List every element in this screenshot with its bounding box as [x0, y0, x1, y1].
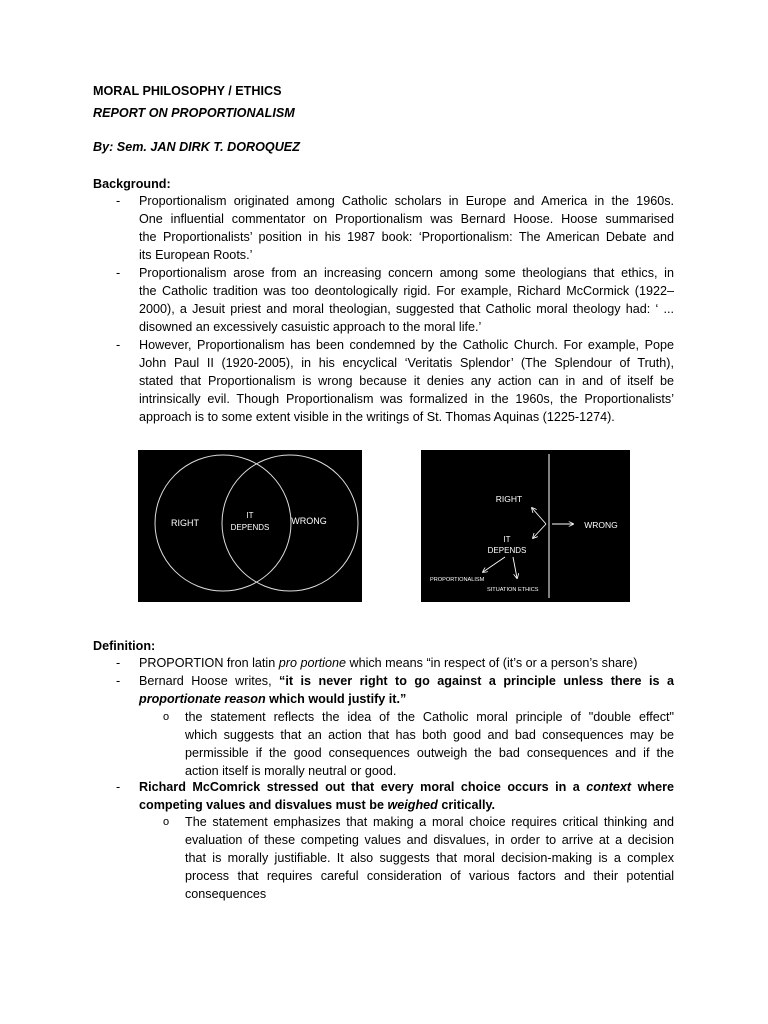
- text-line: [139, 672, 674, 690]
- text-line: the statement reflects the idea of the Catholic moral principle of "double effect": [185, 710, 674, 724]
- text-line: the Catholic tradition was too deontologically rigid. For example, Richard McCormick (1922–: [139, 284, 674, 298]
- background-bullet-3: [139, 336, 674, 426]
- sub-bullet: o: [163, 711, 170, 723]
- venn-diagram-figure: [138, 450, 362, 602]
- venn-diagram-svg: [138, 450, 362, 602]
- definition-sub-2: [185, 813, 674, 903]
- quote-span: “it is never right to go against a principle unless there is a: [279, 674, 674, 688]
- text-line: Proportionalism originated among Catholic scholars in Europe and America in the 1960s.: [139, 194, 674, 208]
- text-line: process that requires careful consideration of various factors and their potential: [185, 869, 674, 883]
- arrow-depends-label: DEPENDS: [487, 546, 527, 555]
- bullet-dash: -: [116, 266, 121, 280]
- definition-item-2: [139, 672, 674, 708]
- text-line: Proportionalism arose from an increasing concern among some theologians that ethics, in: [139, 266, 674, 280]
- course-title: MORAL PHILOSOPHY / ETHICS: [93, 84, 282, 98]
- report-title: REPORT ON PROPORTIONALISM: [93, 106, 295, 120]
- venn-right-label: RIGHT: [171, 518, 199, 528]
- arrow-it-label: IT: [503, 535, 511, 544]
- text-line: [139, 796, 674, 814]
- bullet-dash: -: [116, 194, 121, 208]
- text-span: which means “in respect of (it’s or a person’s share): [345, 656, 638, 670]
- arrow-diagram-svg: [421, 450, 630, 602]
- text-span: Richard McComrick stressed out that every moral choice occurs in a: [139, 780, 587, 794]
- text-line: [139, 690, 674, 708]
- bullet-dash: -: [116, 780, 121, 794]
- definition-heading: Definition:: [93, 639, 156, 653]
- venn-wrong-label: WRONG: [291, 516, 327, 526]
- text-line: However, Proportionalism has been condemned by the Catholic Church. For example, Pope: [139, 338, 674, 352]
- author-line: By: Sem. JAN DIRK T. DOROQUEZ: [93, 140, 300, 154]
- text-line: [139, 778, 674, 796]
- text-span: where: [631, 780, 674, 794]
- text-line: consequences: [185, 887, 267, 901]
- arrow-diagram-figure: [421, 450, 630, 602]
- text-line: John Paul II (1920-2005), in his encyclical ‘Veritatis Splendor’ (The Splendour of Truth),: [139, 356, 674, 370]
- arrow-to-situation: [513, 557, 517, 578]
- bullet-dash: -: [116, 656, 121, 670]
- text-line: stated that Proportionalism is wrong because it denies any action can in and of itself be: [139, 374, 674, 388]
- text-line: 2000), a Jesuit priest and moral theologian, suggested that Catholic moral theology had: ‘ ...: [139, 302, 674, 316]
- text-line: approach is to some extent visible in the writings of St. Thomas Aquinas (1225-1274).: [139, 410, 615, 424]
- text-line: that is morally justifiable. It also suggests that moral decision-making is a complex: [185, 851, 674, 865]
- venn-it-label: IT: [246, 511, 254, 520]
- text-line: which suggests that an action that has both good and bad consequences may be: [185, 728, 674, 742]
- text-span: competing values and disvalues must be: [139, 798, 388, 812]
- definition-item-3: [139, 778, 674, 814]
- text-span: Bernard Hoose writes,: [139, 674, 280, 688]
- emphasis-span: context: [586, 780, 632, 794]
- emphasis-span: proportionate reason: [139, 692, 266, 706]
- arrow-down: [533, 524, 546, 538]
- bullet-dash: -: [116, 338, 121, 352]
- text-line: the Proportionalists’ position in his 1987 book: ‘Proportionalism: The American Debate and: [139, 230, 674, 244]
- bullet-dash: -: [116, 674, 121, 688]
- text-span: critically.: [437, 798, 496, 812]
- venn-depends-label: DEPENDS: [230, 523, 270, 532]
- definition-sub-1: [185, 708, 674, 780]
- arrow-right-label: RIGHT: [495, 494, 523, 504]
- text-line: intrinsically evil. Though Proportionalism was formalized in the 1960s, the Proportionalists’: [139, 392, 674, 406]
- emphasis-span: weighed: [387, 798, 438, 812]
- arrow-up: [532, 508, 546, 524]
- sub-bullet: o: [163, 816, 170, 828]
- quote-span: which would justify it.”: [265, 692, 407, 706]
- text-line: evaluation of these competing values and disvalues, in order to arrive at a decision: [185, 833, 674, 847]
- background-bullet-1: [139, 192, 674, 264]
- text-line: disowned an excessively casuistic approach to the moral life.’: [139, 320, 482, 334]
- background-bullet-2: [139, 264, 674, 336]
- text-line: its European Roots.’: [139, 248, 253, 262]
- situation-ethics-label: SITUATION ETHICS: [487, 587, 539, 593]
- latin-term: pro portione: [278, 656, 346, 670]
- text-line: One influential commentator on Proportionalism was Bernard Hoose. Hoose summarised: [139, 212, 674, 226]
- arrow-wrong-label: WRONG: [584, 520, 618, 530]
- background-heading: Background:: [93, 177, 171, 191]
- text-line: permissible if the good consequences outweigh the bad consequences and if the: [185, 746, 674, 760]
- text-span: PROPORTION fron latin: [139, 656, 279, 670]
- text-line: The statement emphasizes that making a moral choice requires critical thinking and: [185, 815, 674, 829]
- definition-item-1: [139, 654, 637, 672]
- proportionalism-label: PROPORTIONALISM: [430, 577, 485, 583]
- arrow-to-proportionalism: [483, 557, 505, 572]
- text-line: action itself is morally neutral or good.: [185, 764, 397, 778]
